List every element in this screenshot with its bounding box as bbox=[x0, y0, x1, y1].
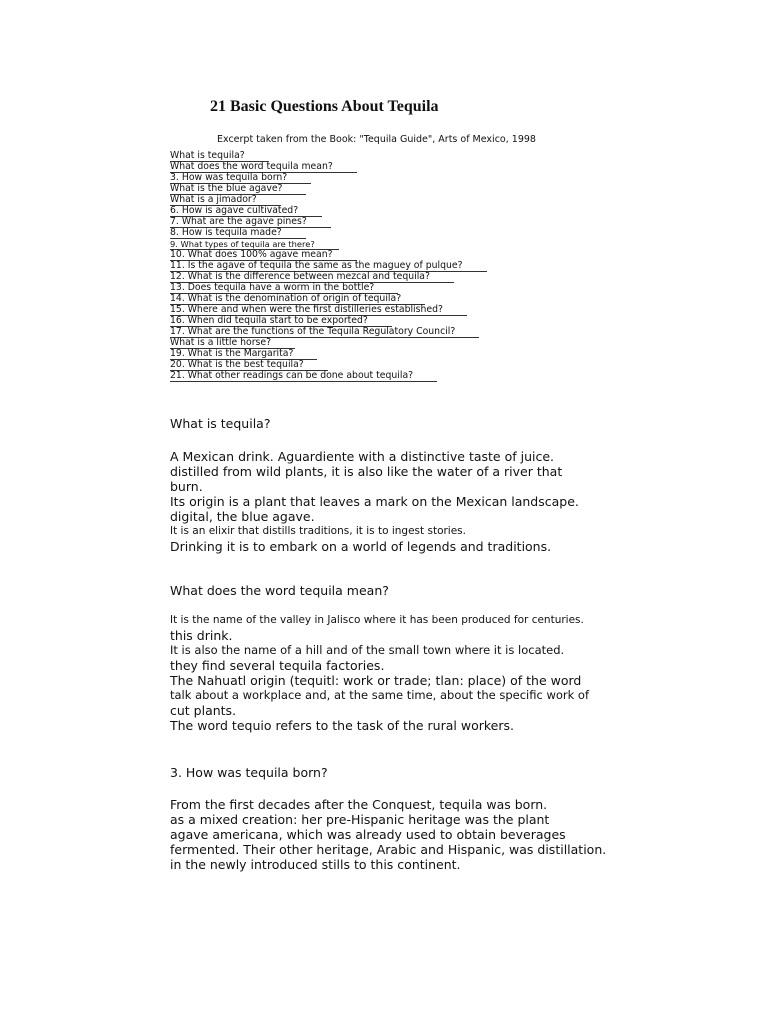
body-line: It is the name of the valley in Jalisco where it has been produced for centuries. bbox=[170, 614, 584, 626]
body-line: The word tequio refers to the task of the rural workers. bbox=[170, 718, 514, 733]
section-word-meaning bbox=[170, 583, 610, 733]
toc-link[interactable]: What is a jimador? bbox=[170, 195, 281, 206]
section-how-born bbox=[170, 765, 610, 872]
toc-link[interactable]: 11. Is the agave of tequila the same as the maguey of pulque? bbox=[170, 261, 487, 272]
section-heading: 3. How was tequila born? bbox=[170, 765, 328, 780]
toc-link[interactable]: 15. Where and when were the first distilleries established? bbox=[170, 305, 467, 316]
document-subtitle: Excerpt taken from the Book: "Tequila Guide", Arts of Mexico, 1998 bbox=[217, 134, 536, 145]
body-line: digital, the blue agave. bbox=[170, 509, 315, 524]
toc-link[interactable]: What is the blue agave? bbox=[170, 184, 306, 195]
body-line: From the first decades after the Conquest, tequila was born. bbox=[170, 797, 548, 812]
section-body bbox=[170, 449, 610, 554]
toc-link[interactable]: 21. What other readings can be done about tequila? bbox=[170, 371, 437, 382]
table-of-contents bbox=[170, 151, 487, 382]
toc-link[interactable]: 6. How is agave cultivated? bbox=[170, 206, 322, 217]
body-line: Its origin is a plant that leaves a mark on the Mexican landscape. bbox=[170, 494, 579, 509]
body-line: fermented. Their other heritage, Arabic and Hispanic, was distillation. bbox=[170, 842, 607, 857]
toc-item[interactable] bbox=[170, 371, 487, 382]
toc-link[interactable]: 12. What is the difference between mezcal and tequila? bbox=[170, 272, 454, 283]
body-line: burn. bbox=[170, 479, 203, 494]
body-line: agave americana, which was already used to obtain beverages bbox=[170, 827, 566, 842]
toc-link[interactable]: 16. When did tequila start to be exported? bbox=[170, 316, 392, 327]
body-line: as a mixed creation: her pre-Hispanic heritage was the plant bbox=[170, 812, 550, 827]
section-body bbox=[170, 613, 610, 733]
body-line: distilled from wild plants, it is also like the water of a river that bbox=[170, 464, 563, 479]
toc-link[interactable]: 17. What are the functions of the Tequila Regulatory Council? bbox=[170, 327, 479, 338]
body-line: It is an elixir that distills traditions, it is to ingest stories. bbox=[170, 525, 466, 537]
section-what-is-tequila bbox=[170, 416, 610, 554]
toc-link[interactable]: 7. What are the agave pines? bbox=[170, 217, 331, 228]
toc-link[interactable]: 13. Does tequila have a worm in the bottle? bbox=[170, 283, 398, 294]
toc-link[interactable]: 14. What is the denomination of origin of tequila? bbox=[170, 294, 425, 305]
toc-link[interactable]: 19. What is the Margarita? bbox=[170, 349, 317, 360]
document-title: 21 Basic Questions About Tequila bbox=[210, 98, 439, 115]
toc-link[interactable]: 10. What does 100% agave mean? bbox=[170, 250, 357, 261]
body-line: Drinking it is to embark on a world of legends and traditions. bbox=[170, 539, 552, 554]
body-line: this drink. bbox=[170, 628, 233, 643]
toc-link[interactable]: What does the word tequila mean? bbox=[170, 162, 357, 173]
toc-link[interactable]: 3. How was tequila born? bbox=[170, 173, 311, 184]
body-line: they find several tequila factories. bbox=[170, 658, 385, 673]
toc-item[interactable] bbox=[170, 228, 487, 239]
body-line: The Nahuatl origin (tequitl: work or trade; tlan: place) of the word bbox=[170, 673, 582, 688]
section-heading: What is tequila? bbox=[170, 416, 271, 431]
toc-link[interactable]: 20. What is the best tequila? bbox=[170, 360, 328, 371]
body-line: talk about a workplace and, at the same time, about the specific work of bbox=[170, 688, 590, 702]
toc-link[interactable]: 9. What types of tequila are there? bbox=[170, 239, 339, 250]
body-line: A Mexican drink. Aguardiente with a distinctive taste of juice. bbox=[170, 449, 555, 464]
toc-link[interactable]: What is tequila? bbox=[170, 151, 269, 162]
section-body bbox=[170, 797, 610, 872]
body-line: It is also the name of a hill and of the small town where it is located. bbox=[170, 643, 565, 657]
toc-link[interactable]: What is a little horse? bbox=[170, 338, 295, 349]
body-line: in the newly introduced stills to this continent. bbox=[170, 857, 461, 872]
toc-link[interactable]: 8. How is tequila made? bbox=[170, 228, 306, 239]
body-line: cut plants. bbox=[170, 703, 237, 718]
section-heading: What does the word tequila mean? bbox=[170, 583, 389, 598]
